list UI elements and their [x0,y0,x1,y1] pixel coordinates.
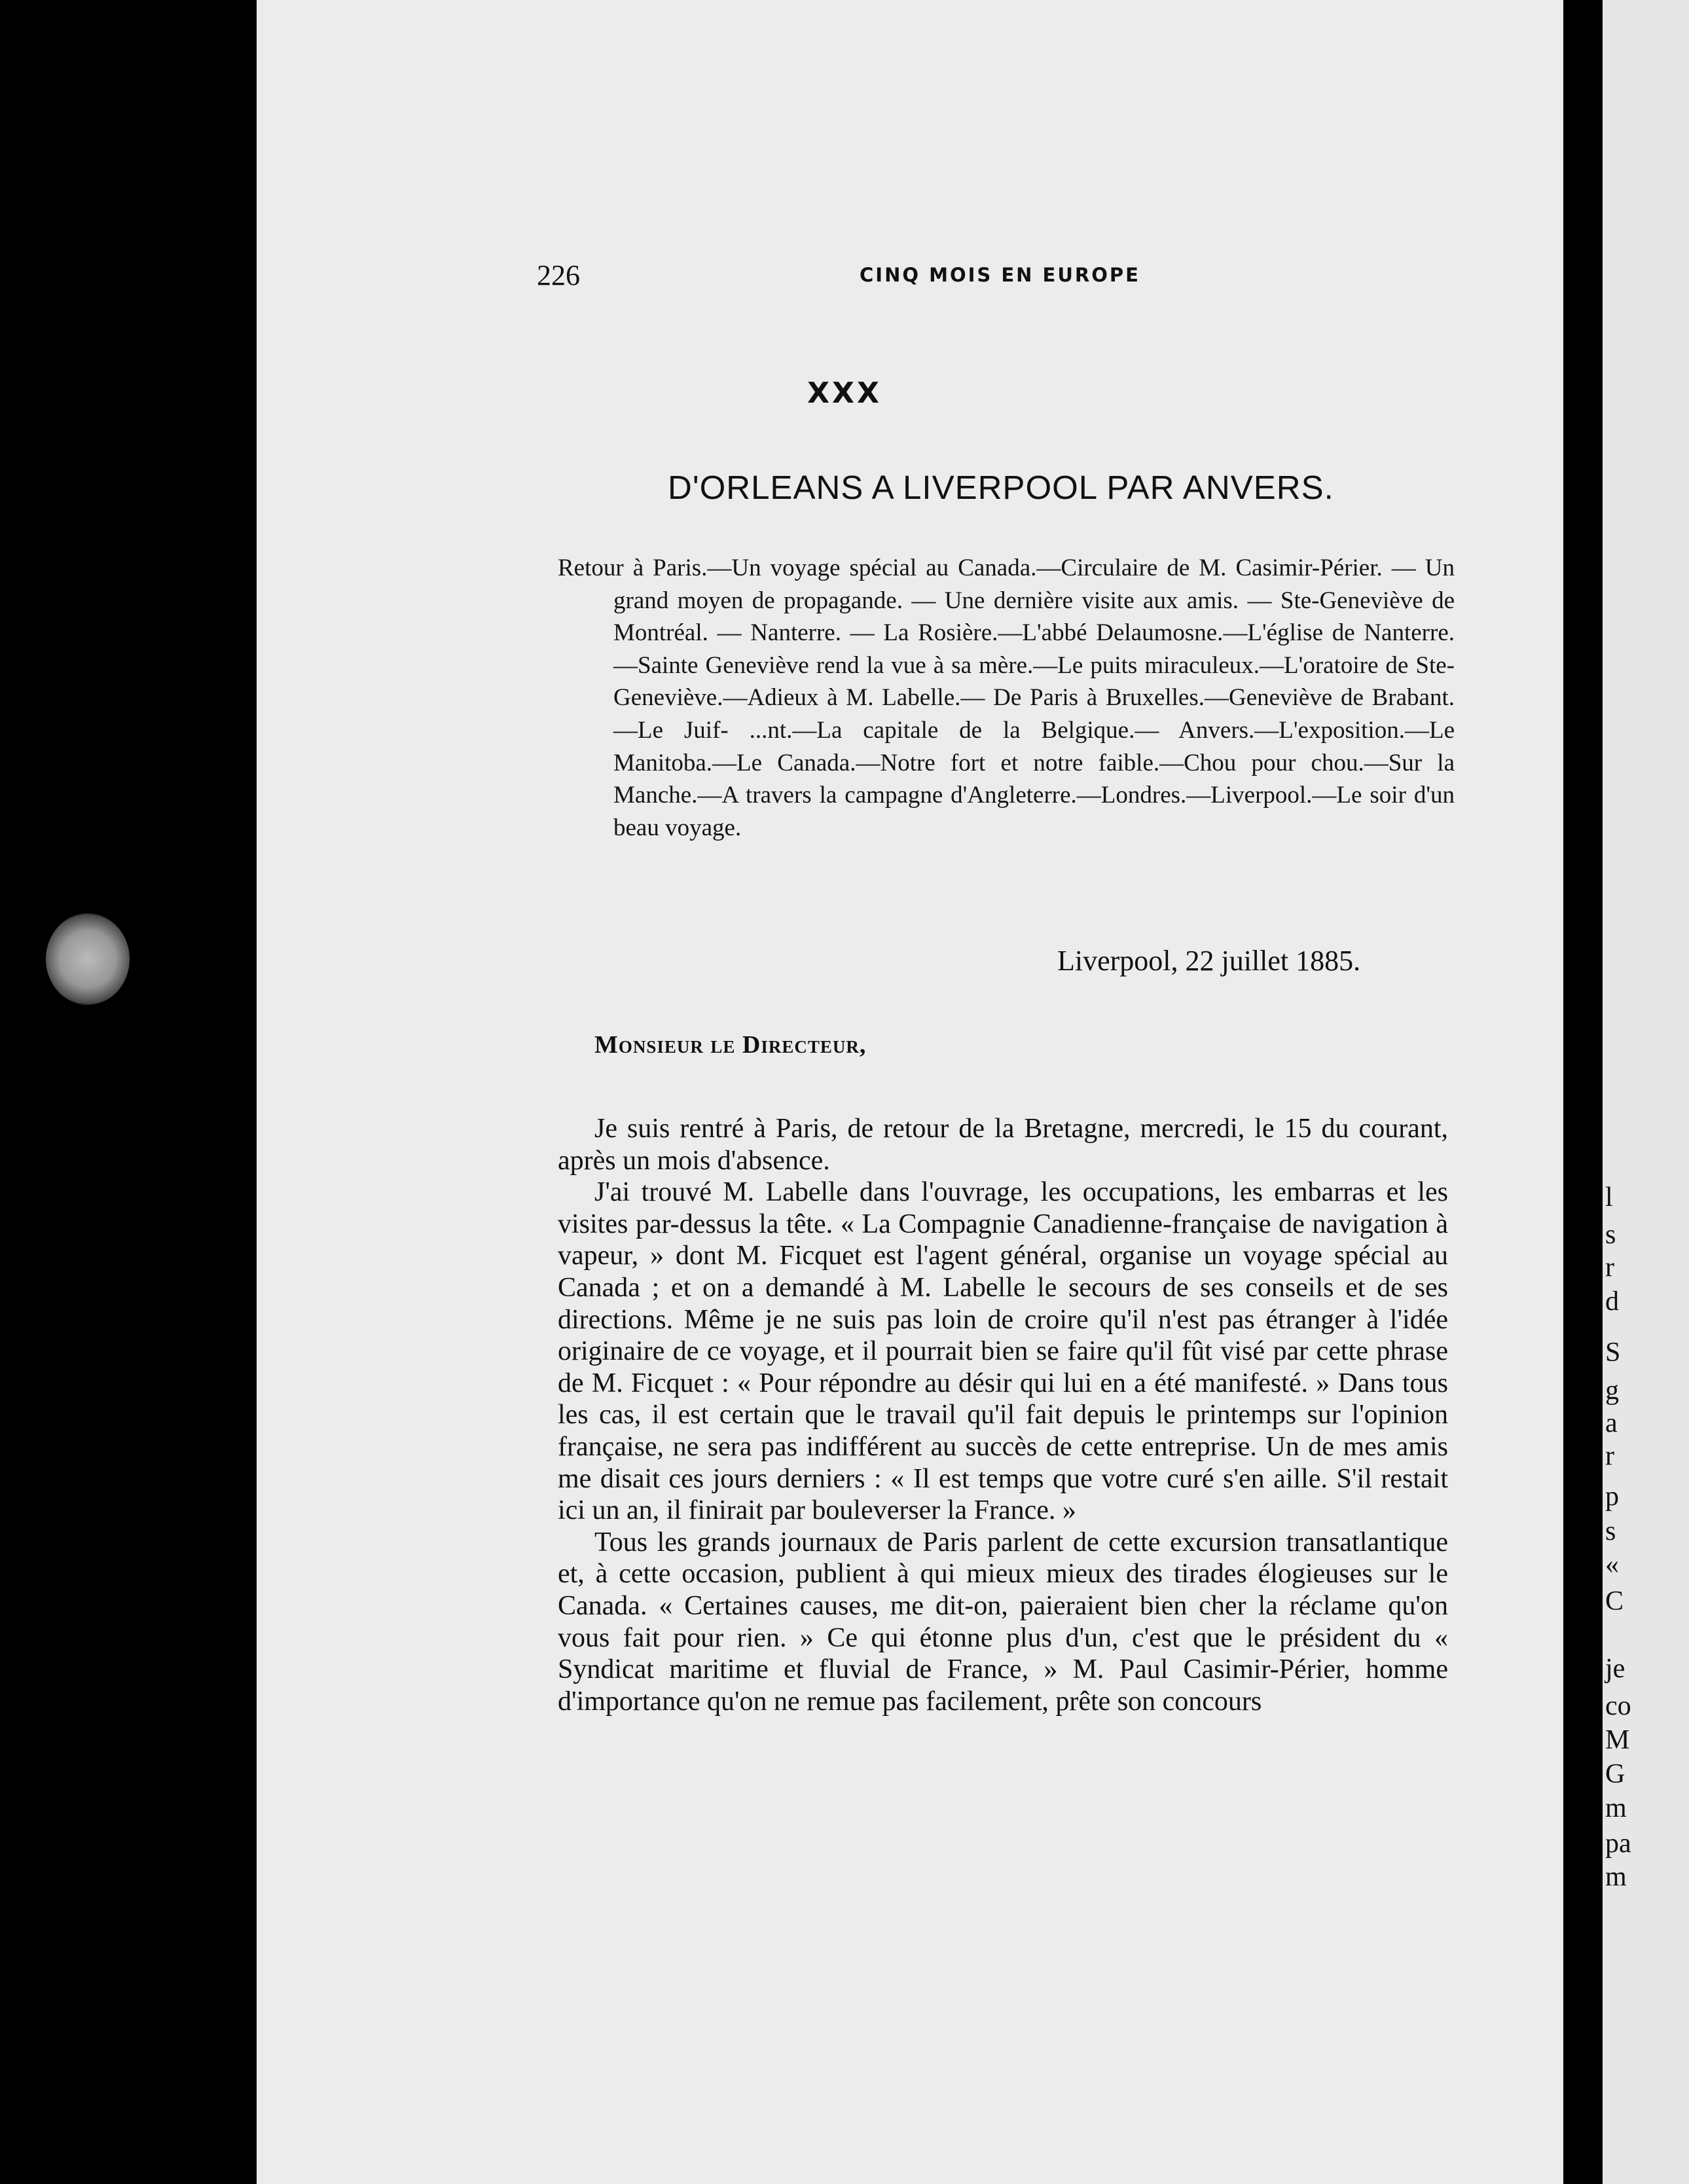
adjacent-page-fragment: a [1605,1408,1618,1438]
adjacent-page-edge [1603,0,1689,2184]
running-title: CINQ MOIS EN EUROPE [860,264,1140,286]
adjacent-page-fragment: r [1605,1252,1614,1283]
chapter-title: D'ORLEANS A LIVERPOOL PAR ANVERS. [668,469,1334,506]
adjacent-page-fragment: m [1605,1862,1627,1892]
page-gutter [1563,0,1603,2184]
adjacent-page-fragment: pa [1605,1829,1631,1859]
adjacent-page-fragment: s [1605,1516,1616,1546]
scan-smudge [46,913,130,1005]
page-header [537,259,1460,298]
page-number: 226 [537,259,580,291]
adjacent-page-fragment: r [1605,1441,1614,1471]
book-page [257,0,1563,2184]
adjacent-page-fragment: s [1605,1220,1616,1250]
salutation: Monsieur le Directeur, [594,1031,867,1059]
adjacent-page-fragment: d [1605,1286,1619,1317]
chapter-summary-text: Retour à Paris.—Un voyage spécial au Canada.—Circulaire de M. Casimir-Périer. — Un grand moyen de propagande. — Une dernière visite aux amis. — Ste-Geneviève de Montréal. — Nanterre. — La Rosière.—L'abbé Delaumosne.—L'église de Nanterre.—Sainte Geneviève rend la vue à sa mère.—Le puits miraculeux.—L'oratoire de Ste-Geneviève.—Adieux à M. Labelle.— De Paris à Bruxelles.—Geneviève de Brabant.—Le Juif- ...nt.—La capitale de la Belgique.— Anvers.—L'exposition.—Le Manitoba.—Le Canada.—Notre fort et notre faible.—Chou pour chou.—Sur la Manche.—A travers la campagne d'Angleterre.—Londres.—Liverpool.—Le soir d'un beau voyage. [558,555,1455,841]
paragraph-2: J'ai trouvé M. Labelle dans l'ouvrage, les occupations, les embarras et les visites par-dessus la tête. « La Compagnie Canadienne-française de navigation à vapeur, » dont M. Ficquet est l'agent général, organise un voyage spécial au Canada ; et on a demandé à M. Labelle le secours de ses conseils et de ses directions. Même je ne suis pas loin de croire qu'il n'est pas étranger à l'idée originaire de ce voyage, et il pourrait bien se faire qu'il fût visé par cette phrase de M. Ficquet : « Pour répondre au désir qui lui en a été manifesté. » Dans tous les cas, il est certain que le travail qu'il fait depuis le printemps sur l'opinion française, ne sera pas indifférent au succès de cette entreprise. Un de mes amis me disait ces jours derniers : « Il est temps que votre curé s'en aille. S'il restait ici un an, il finirait par bouleverser la France. » [558,1177,1448,1526]
adjacent-page-fragment: l [1605,1182,1613,1212]
paragraph-1: Je suis rentré à Paris, de retour de la Bretagne, mercredi, le 15 du courant, après un mois d'absence. [558,1114,1448,1176]
dateline: Liverpool, 22 juillet 1885. [1057,945,1361,977]
chapter-number: XXX [807,376,882,410]
paragraph-3: Tous les grands journaux de Paris parlent de cette excursion transatlantique et, à cette occasion, publient à qui mieux mieux des tirades élogieuses sur le Canada. « Certaines causes, me dit-on, paieraient bien cher la réclame qu'on vous fait pour rien. » Ce qui étonne plus d'un, c'est que le président du « Syndicat maritime et fluvial de France, » M. Paul Casimir-Périer, homme d'importance qu'on ne remue pas facilement, prête son concours [558,1527,1448,1717]
adjacent-page-fragment: g [1605,1375,1619,1406]
adjacent-page-fragment: co [1605,1691,1631,1721]
adjacent-page-fragment: « [1605,1550,1619,1580]
chapter-summary [558,552,1455,844]
adjacent-page-fragment: je [1605,1654,1625,1684]
letter-body [558,1113,1448,1717]
adjacent-page-fragment: C [1605,1586,1624,1616]
adjacent-page-fragment: S [1605,1338,1621,1368]
adjacent-page-fragment: p [1605,1482,1619,1512]
adjacent-page-fragment: m [1605,1793,1627,1823]
adjacent-page-fragment: M [1605,1725,1630,1755]
adjacent-page-fragment: G [1605,1759,1625,1789]
